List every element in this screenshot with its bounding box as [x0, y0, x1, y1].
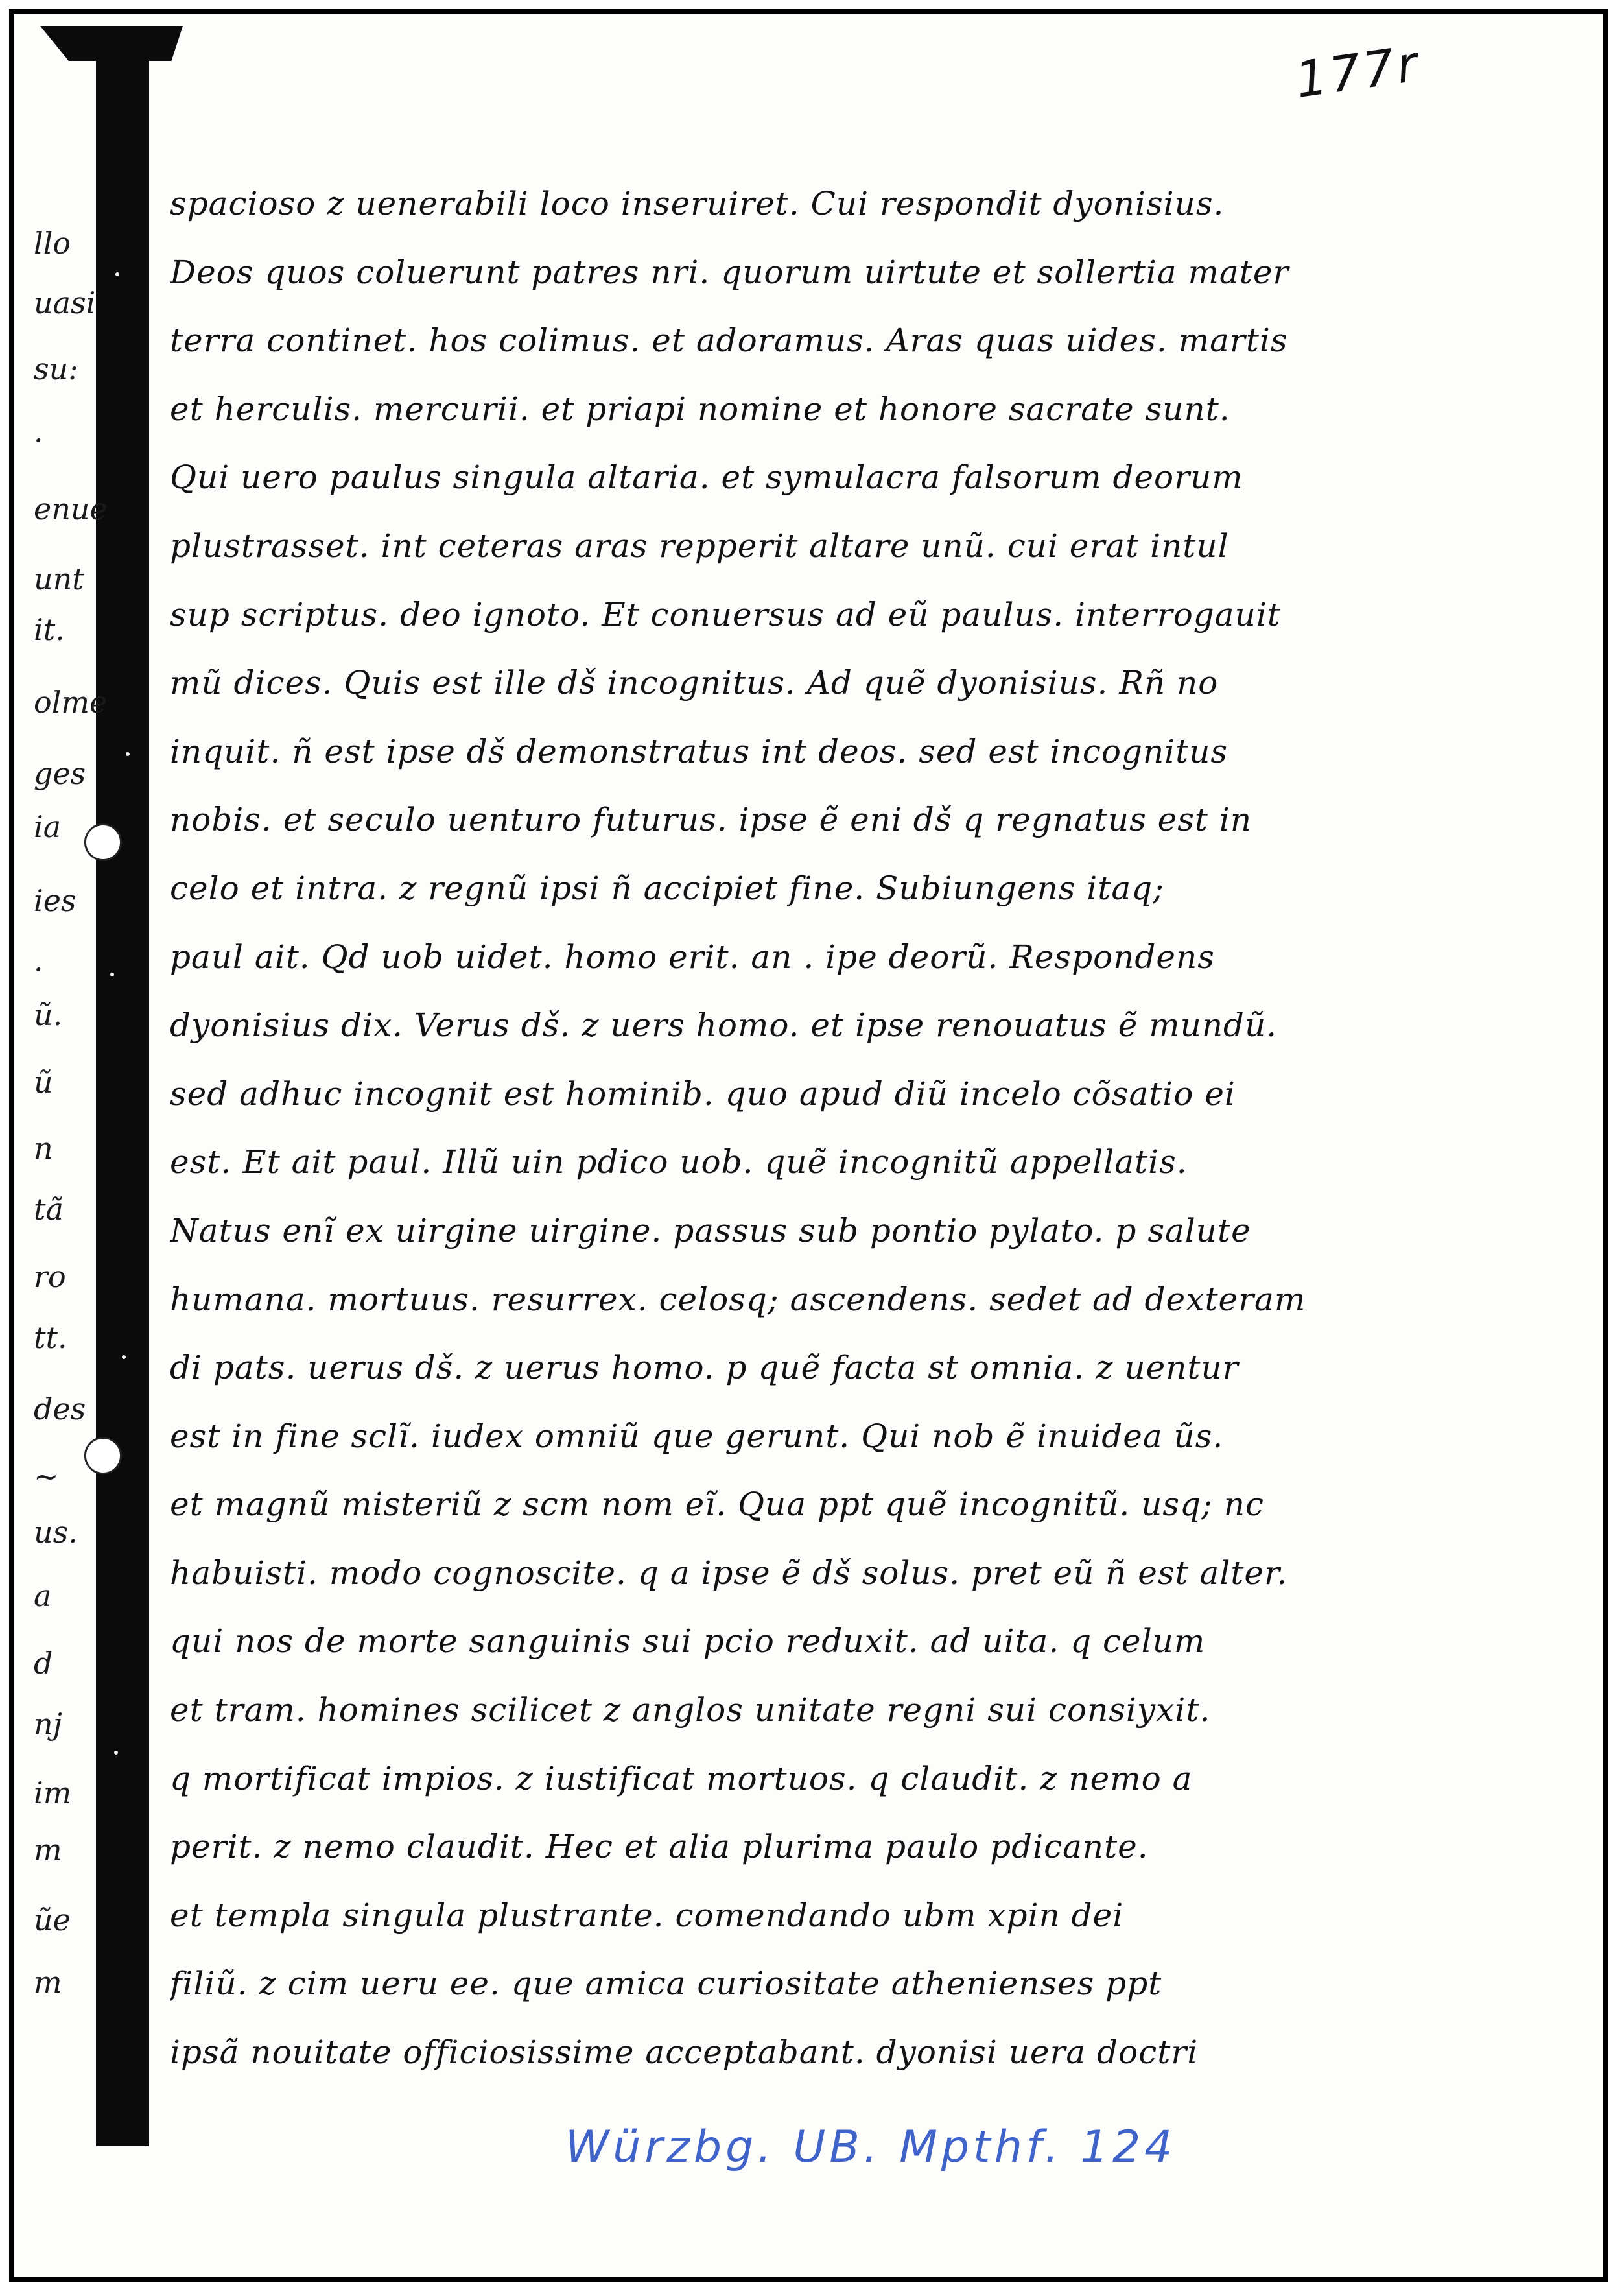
text-line: di pats. uerus dš. z uerus homo. p quẽ facta st omnia. z uentur — [170, 1349, 1239, 1387]
margin-fragment: m — [34, 1965, 62, 2000]
text-line: et herculis. mercurii. et priapi nomine et honore sacrate sunt. — [170, 390, 1230, 428]
text-line: spacioso z uenerabili loco inseruiret. Cui respondit dyonisius. — [170, 185, 1225, 222]
margin-fragment: d — [34, 1646, 53, 1681]
text-line: dyonisius dix. Verus dš. z uers homo. et ipse renouatus ẽ mundũ. — [170, 1006, 1278, 1045]
text-line: sup scriptus. deo ignoto. Et conuersus ad eũ paulus. interrogauit — [170, 595, 1281, 633]
margin-fragment: ũ. — [34, 997, 63, 1032]
text-line: paul ait. Qd uob uidet. homo erit. an . ipe deorũ. Respondens — [170, 938, 1215, 976]
margin-fragment: ges — [34, 756, 86, 791]
margin-fragment: tã — [34, 1192, 64, 1227]
margin-fragment: olme — [34, 685, 108, 720]
text-line: Deos quos coluerunt patres nri. quorum uirtute et sollertia mater — [170, 253, 1289, 291]
text-line: terra continet. hos colimus. et adoramus. Aras quas uides. martis — [170, 322, 1288, 360]
margin-fragment: nj — [34, 1707, 62, 1742]
margin-fragment: ~ — [34, 1459, 59, 1494]
margin-fragment: ia — [34, 809, 62, 844]
text-line: Natus enĩ ex uirgine uirgine. passus sub pontio pylato. p salute — [170, 1211, 1251, 1249]
margin-fragment: it. — [34, 612, 65, 647]
text-line: filiũ. z cim ueru ee. que amica curiositate athenienses ppt — [170, 1965, 1162, 2003]
margin-fragment: ro — [34, 1259, 66, 1294]
margin-fragment: des — [34, 1391, 86, 1426]
shelfmark-note: Würzbg. UB. Mpthf. 124 — [565, 2122, 1177, 2173]
manuscript-text-block — [170, 170, 1311, 2087]
text-line: plustrasset. int ceteras aras repperit altare unũ. cui erat intul — [170, 527, 1229, 565]
text-line: sed adhuc incognit est hominib. quo apud diũ incelo cõsatio ei — [170, 1074, 1236, 1113]
text-line: habuisti. modo cognoscite. q a ipse ẽ dš solus. pret eũ ñ est alter. — [170, 1554, 1288, 1592]
margin-fragment: im — [34, 1775, 72, 1810]
folio-number: 177r — [1291, 34, 1424, 109]
margin-fragment: ũe — [34, 1902, 71, 1937]
text-line: mũ dices. Quis est ille dš incognitus. Ad quẽ dyonisius. Rñ no — [170, 664, 1219, 702]
text-line: qui nos de morte sanguinis sui pcio reduxit. ad uita. q celum — [170, 1622, 1206, 1661]
text-line: celo et intra. z regnũ ipsi ñ accipiet fine. Subiungens itaq; — [170, 869, 1165, 907]
margin-fragment: tt. — [34, 1320, 67, 1355]
text-line: humana. mortuus. resurrex. celosq; ascendens. sedet ad dexteram — [170, 1280, 1306, 1318]
text-line: nobis. et seculo uenturo futurus. ipse ẽ eni dš q regnatus est in — [170, 801, 1252, 839]
margin-fragment: llo — [34, 226, 71, 261]
margin-fragment: n — [34, 1131, 53, 1166]
margin-fragment: us. — [34, 1515, 78, 1550]
text-line: q mortificat impios. z iustificat mortuos. q claudit. z nemo a — [170, 1759, 1193, 1797]
margin-fragment: a — [34, 1578, 52, 1613]
margin-fragment: enue — [34, 491, 108, 527]
text-line: ipsã nouitate officiosissime acceptabant. dyonisi uera doctri — [170, 2033, 1199, 2072]
text-line: est. Et ait paul. Illũ uin pdico uob. quẽ incognitũ appellatis. — [170, 1143, 1188, 1181]
text-line: Qui uero paulus singula altaria. et symulacra falsorum deorum — [170, 458, 1243, 497]
margin-fragment: · — [34, 952, 43, 987]
text-line: et tram. homines scilicet z anglos unitate regni sui consiyxit. — [170, 1691, 1211, 1729]
margin-fragment: · — [34, 423, 43, 458]
text-line: et templa singula plustrante. comendando ubm xpin dei — [170, 1896, 1124, 1934]
margin-fragment: ies — [34, 883, 76, 918]
margin-fragments — [34, 206, 108, 2022]
text-line: inquit. ñ est ipse dš demonstratus int deos. sed est incognitus — [170, 732, 1228, 770]
text-line: et magnũ misteriũ z scm nom eĩ. Qua ppt quẽ incognitũ. usq; nc — [170, 1485, 1265, 1524]
margin-fragment: uasi — [34, 285, 96, 320]
text-line: perit. z nemo claudit. Hec et alia plurima paulo pdicante. — [170, 1828, 1149, 1866]
margin-fragment: m — [34, 1832, 62, 1867]
text-line: est in fine sclĩ. iudex omniũ que gerunt. Qui nob ẽ inuidea ũs. — [170, 1417, 1224, 1455]
margin-fragment: ũ — [34, 1065, 53, 1100]
margin-fragment: unt — [34, 562, 84, 597]
margin-fragment: su: — [34, 351, 78, 386]
